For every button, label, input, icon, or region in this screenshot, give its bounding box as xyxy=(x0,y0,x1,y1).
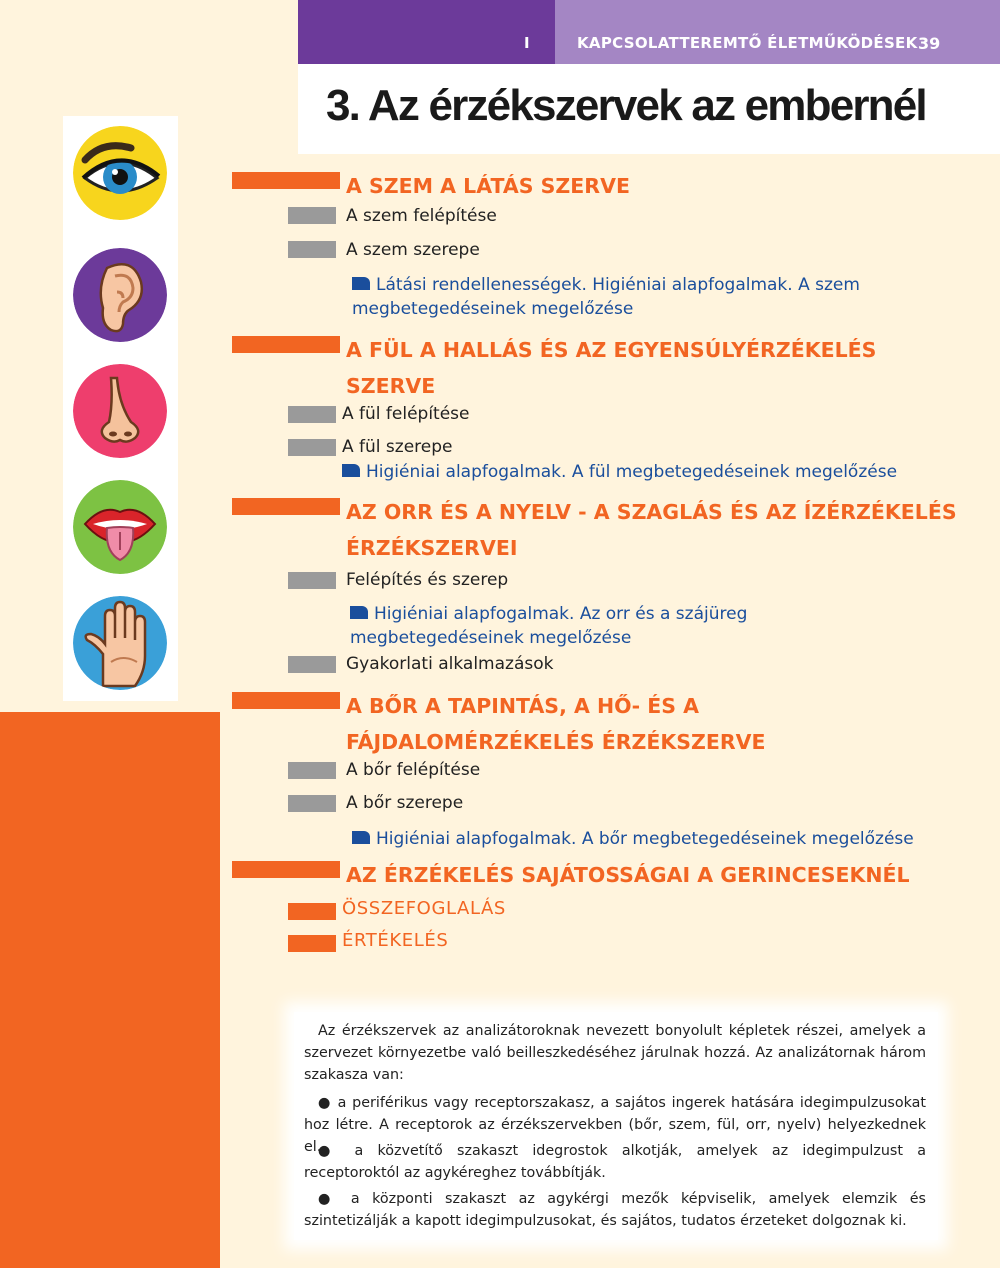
sense-icons-strip xyxy=(63,116,178,701)
chapter-title: A FÜL A HALLÁS ÉS AZ EGYENSÚLYÉRZÉKELÉS xyxy=(346,338,877,362)
info-bullet: ● a közvetítő szakaszt idegrostok alkotják, amelyek az idegimpulzust a receptoroktól az agykéreghez továbbítják. xyxy=(304,1143,926,1181)
info-bullet: ● a központi szakaszt az agykérgi mezők képviselik, amelyek elemzik és szintetizálják a kapott idegimpulzusokat, és sajátos, tudatos érzeteket dolgoznak ki. xyxy=(304,1191,926,1229)
book-icon xyxy=(342,464,360,477)
book-icon xyxy=(352,277,370,290)
note-line: megbetegedéseinek megelőzése xyxy=(350,628,632,648)
evaluation-label: ÉRTÉKELÉS xyxy=(342,930,449,951)
lesson-marker xyxy=(288,439,336,456)
info-bullet: ● a periférikus vagy receptorszakasz, a sajátos ingerek hatására idegimpulzusokat hoz létre. A receptorok az érzékszervekben (bőr, szem, fül, orr, nyelv) helyezkednek el. xyxy=(304,1095,926,1155)
page-title: 3. Az érzékszervek az embernél xyxy=(326,81,926,130)
summary-marker xyxy=(288,903,336,920)
lesson-item: A fül felépítése xyxy=(342,404,470,424)
chapter-marker xyxy=(232,498,340,515)
lesson-item: A szem szerepe xyxy=(346,240,480,260)
lesson-marker xyxy=(288,572,336,589)
chapter-marker xyxy=(232,692,340,709)
lesson-marker xyxy=(288,207,336,224)
lesson-marker xyxy=(288,656,336,673)
chapter-title: AZ ÉRZÉKELÉS SAJÁTOSSÁGAI A GERINCESEKNÉL xyxy=(346,863,910,887)
note-line: megbetegedéseinek megelőzése xyxy=(352,299,634,319)
orange-decorative-block xyxy=(0,712,220,1268)
book-icon xyxy=(352,831,370,844)
chapter-marker xyxy=(232,336,340,353)
page-number: 39 xyxy=(918,34,941,53)
chapter-title: AZ ORR ÉS A NYELV - A SZAGLÁS ÉS AZ ÍZÉRZÉKELÉS xyxy=(346,500,957,524)
lesson-marker xyxy=(288,762,336,779)
note-line: Higiéniai alapfogalmak. A bőr megbetegedéseinek megelőzése xyxy=(352,827,914,851)
header-dark-segment xyxy=(298,0,555,64)
summary-label: ÖSSZEFOGLALÁS xyxy=(342,898,506,919)
lesson-marker xyxy=(288,241,336,258)
title-box xyxy=(298,64,1000,154)
note-line: Látási rendellenességek. Higiéniai alapfogalmak. A szem xyxy=(352,273,860,297)
info-box xyxy=(294,1012,938,1240)
eye-icon xyxy=(73,126,167,220)
lesson-item: Felépítés és szerep xyxy=(346,570,509,590)
chapter-marker xyxy=(232,861,340,878)
chapter-title: A SZEM A LÁTÁS SZERVE xyxy=(346,174,630,198)
chapter-marker xyxy=(232,172,340,189)
chapter-title: A BŐR A TAPINTÁS, A HŐ- ÉS A xyxy=(346,694,699,718)
hand-icon xyxy=(73,596,167,690)
lesson-marker xyxy=(288,795,336,812)
note-line: Higiéniai alapfogalmak. Az orr és a szájüreg xyxy=(350,602,747,626)
nose-icon xyxy=(73,364,167,458)
lesson-item: A fül szerepe xyxy=(342,437,453,457)
header-light-segment xyxy=(555,0,1000,64)
lesson-item: A bőr felépítése xyxy=(346,760,481,780)
note-line: Higiéniai alapfogalmak. A fül megbetegedéseinek megelőzése xyxy=(342,460,897,484)
book-icon xyxy=(350,606,368,619)
lesson-item: A szem felépítése xyxy=(346,206,497,226)
chapter-title: FÁJDALOMÉRZÉKELÉS ÉRZÉKSZERVE xyxy=(346,730,766,754)
chapter-title: SZERVE xyxy=(346,374,436,398)
running-header xyxy=(298,0,1000,64)
lesson-marker xyxy=(288,406,336,423)
info-intro: Az érzékszervek az analizátoroknak nevezett bonyolult képletek részei, amelyek a szervezet környezetbe való beilleszkedéséhez járulnak hozzá. Az analizátornak három szakasza van: xyxy=(304,1023,926,1083)
chapter-title: ÉRZÉKSZERVEI xyxy=(346,536,518,560)
mouth-tongue-icon xyxy=(73,480,167,574)
evaluation-marker xyxy=(288,935,336,952)
section-title: KAPCSOLATTEREMTŐ ÉLETMŰKÖDÉSEK xyxy=(577,34,918,52)
ear-icon xyxy=(73,248,167,342)
lesson-item: Gyakorlati alkalmazások xyxy=(346,654,554,674)
part-number: I xyxy=(524,34,530,52)
lesson-item: A bőr szerepe xyxy=(346,793,464,813)
